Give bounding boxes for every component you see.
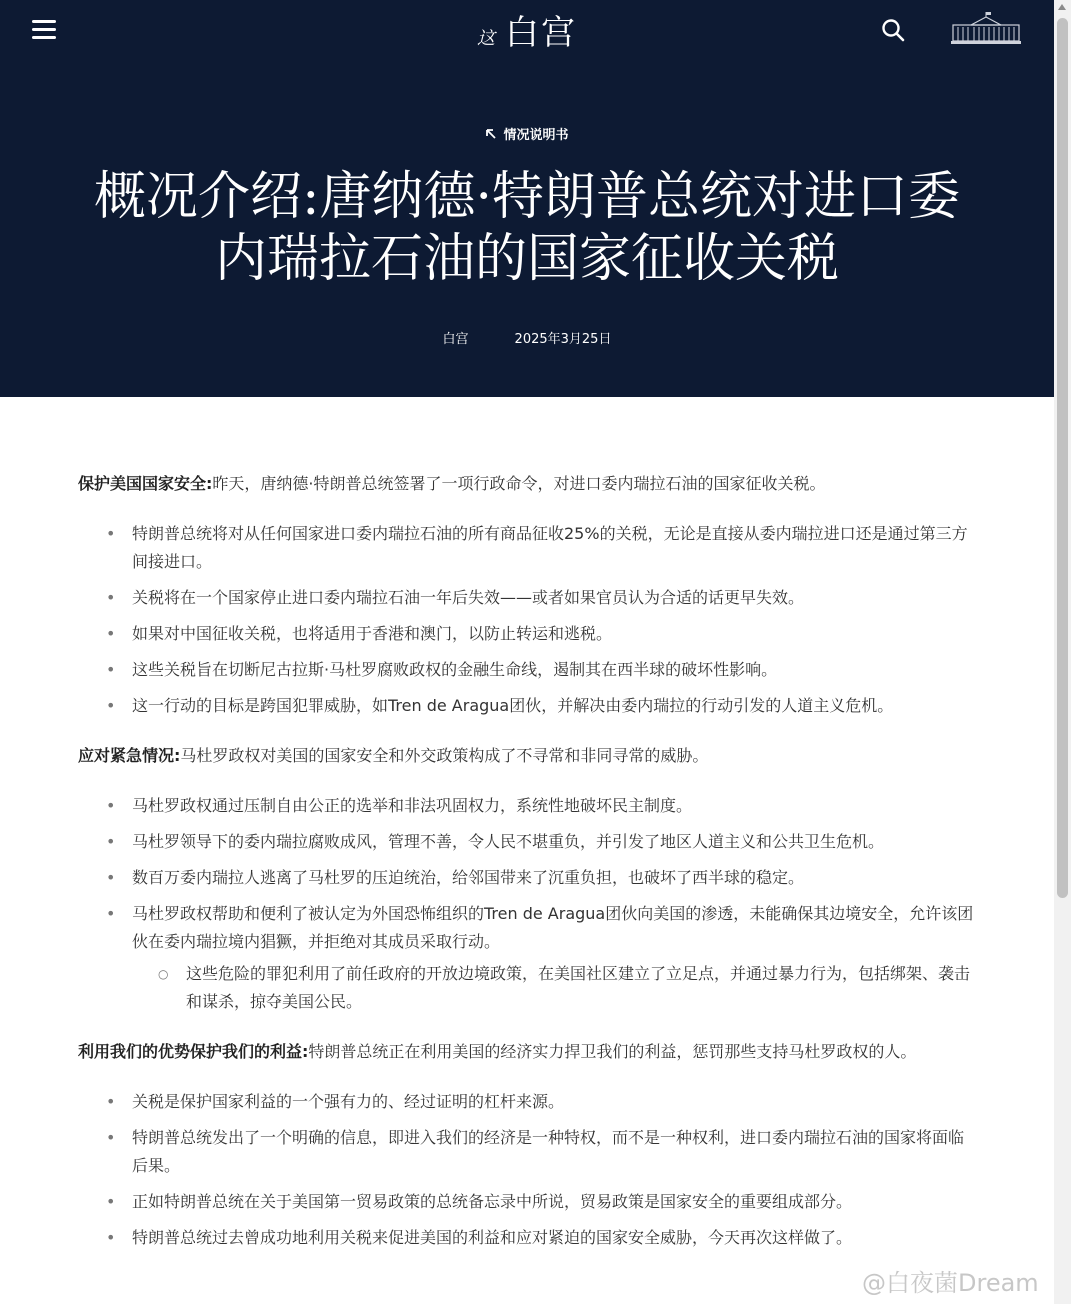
- list-item: • 关税将在一个国家停止进口委内瑞拉石油一年后失效——或者如果官员认为合适的话更早失效。: [78, 584, 978, 612]
- search-icon[interactable]: [880, 17, 906, 43]
- page-title: 概况介绍:唐纳德·特朗普总统对进口委内瑞拉石油的国家征收关税: [93, 167, 961, 289]
- bullet-list: [78, 792, 978, 1016]
- list-item: • 如果对中国征收关税，也将适用于香港和澳门，以防止转运和逃税。: [78, 620, 978, 648]
- article-author: 白宫: [442, 332, 469, 347]
- article-body: [78, 470, 978, 1274]
- top-nav: [0, 0, 1054, 58]
- list-item: • 马杜罗领导下的委内瑞拉腐败成风，管理不善，令人民不堪重负，并引发了地区人道主义和公共卫生危机。: [78, 828, 978, 856]
- hero-section: [0, 58, 1054, 397]
- list-item: • 特朗普总统过去曾成功地利用关税来促进美国的利益和应对紧迫的国家安全威胁，今天再次这样做了。: [78, 1224, 978, 1252]
- brand-name: 白宫: [505, 12, 577, 53]
- section-heading: 利用我们的优势保护我们的利益:: [78, 1042, 309, 1061]
- watermark: @白夜菌Dream: [862, 1269, 1039, 1297]
- article-date: 2025年3月25日: [514, 332, 612, 347]
- section-heading: 保护美国国家安全:: [78, 474, 213, 493]
- scroll-up-arrow-icon[interactable]: [1058, 4, 1066, 10]
- section-paragraph: [78, 742, 978, 770]
- list-item: • 特朗普总统将对从任何国家进口委内瑞拉石油的所有商品征收25%的关税，无论是直接从委内瑞拉进口还是通过第三方间接进口。: [78, 520, 978, 576]
- list-item: • 正如特朗普总统在关于美国第一贸易政策的总统备忘录中所说，贸易政策是国家安全的重要组成部分。: [78, 1188, 978, 1216]
- article-meta: [0, 328, 1054, 347]
- page-scrollbar[interactable]: [1054, 0, 1071, 1304]
- bullet-list: [78, 1088, 978, 1252]
- section-text: 昨天，唐纳德·特朗普总统签署了一项行政命令，对进口委内瑞拉石油的国家征收关税。: [212, 474, 826, 493]
- scrollbar-thumb[interactable]: [1057, 18, 1068, 898]
- section-text: 特朗普总统正在利用美国的经济实力捍卫我们的利益，惩罚那些支持马杜罗政权的人。: [308, 1042, 917, 1061]
- list-item: • 特朗普总统发出了一个明确的信息，即进入我们的经济是一种特权，而不是一种权利，进口委内瑞拉石油的国家将面临后果。: [78, 1124, 978, 1180]
- section-paragraph: [78, 470, 978, 498]
- list-item: • 马杜罗政权帮助和便利了被认定为外国恐怖组织的Tren de Aragua团伙向美国的渗透，未能确保其边境安全，允许该团伙在委内瑞拉境内猖獗，并拒绝对其成员采取行动。: [78, 900, 978, 956]
- breadcrumb: [0, 124, 1054, 143]
- white-house-logo-icon[interactable]: [949, 11, 1023, 45]
- arrow-up-left-icon: [485, 128, 497, 140]
- list-item: • 数百万委内瑞拉人逃离了马杜罗的压迫统治，给邻国带来了沉重负担，也破坏了西半球的稳定。: [78, 864, 978, 892]
- list-item: • 这些关税旨在切断尼古拉斯·马杜罗腐败政权的金融生命线，遏制其在西半球的破坏性影响。: [78, 656, 978, 684]
- list-item: • 马杜罗政权通过压制自由公正的选举和非法巩固权力，系统性地破坏民主制度。: [78, 792, 978, 820]
- list-item: • 这一行动的目标是跨国犯罪威胁，如Tren de Aragua团伙，并解决由委内瑞拉的行动引发的人道主义危机。: [78, 692, 978, 720]
- brand-small-text: 这: [477, 27, 495, 49]
- breadcrumb-link[interactable]: 情况说明书: [503, 128, 569, 143]
- section-text: 马杜罗政权对美国的国家安全和外交政策构成了不寻常和非同寻常的威胁。: [180, 746, 709, 765]
- sub-list-item: ○ 这些危险的罪犯利用了前任政府的开放边境政策，在美国社区建立了立足点，并通过暴力行为，包括绑架、袭击和谋杀，掠夺美国公民。: [78, 960, 978, 1016]
- site-brand-link[interactable]: [477, 5, 577, 54]
- section-heading: 应对紧急情况:: [78, 746, 181, 765]
- bullet-list: [78, 520, 978, 720]
- list-item: • 关税是保护国家利益的一个强有力的、经过证明的杠杆来源。: [78, 1088, 978, 1116]
- hamburger-menu-icon[interactable]: [32, 20, 56, 36]
- section-paragraph: [78, 1038, 978, 1066]
